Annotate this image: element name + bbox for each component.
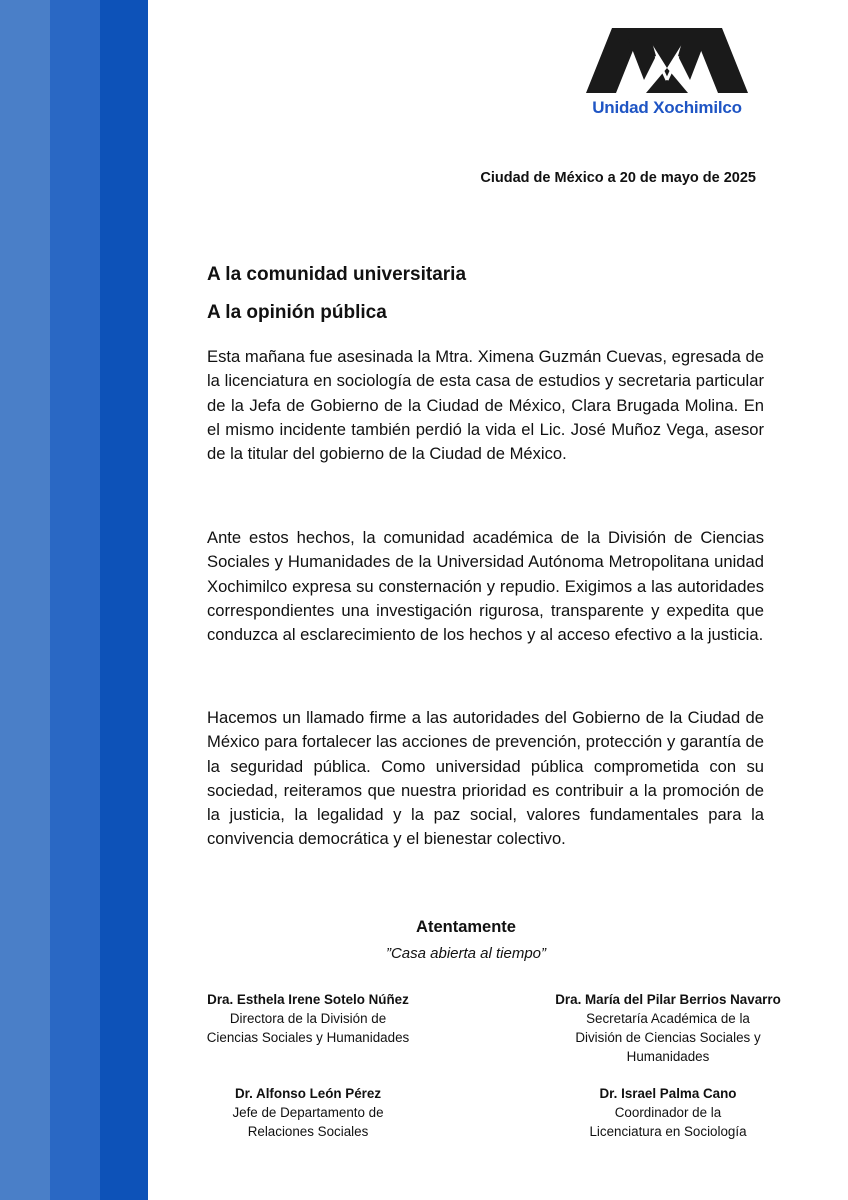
stripe-light — [0, 0, 50, 1200]
signatory-block — [523, 1084, 813, 1141]
signatory-name: Dr. Alfonso León Pérez — [234, 1086, 382, 1101]
signatory-title-line: Relaciones Sociales — [247, 1124, 369, 1139]
body-paragraph: Esta mañana fue asesinada la Mtra. Ximena Guzmán Cuevas, egresada de la licenciatura en sociología de esta casa de estudios y secretaria particular de la Jefa de Gobierno de la Ciudad de México, Clara Brugada Molina. En el mismo incidente también perdió la vida el Lic. José Muñoz Vega, asesor de la titular del gobierno de la Ciudad de México. — [207, 347, 764, 464]
signatory-title-line: Directora de la División de — [229, 1011, 387, 1026]
signatory-title-line: Humanidades — [626, 1049, 710, 1064]
signatory-block — [168, 990, 448, 1047]
decorative-side-stripes — [0, 0, 148, 1200]
closing-salutation: Atentamente — [416, 918, 516, 936]
body-paragraph: Hacemos un llamado firme a las autoridades del Gobierno de la Ciudad de México para fortalecer las acciones de prevención, protección y garantía de la seguridad pública. Como universidad pública comprometida con su sociedad, reiteramos que nuestra prioridad es contribuir a la promoción de la justicia, la legalidad y la paz social, valores fundamentales para la convivencia democrática y el bienestar colectivo. — [207, 708, 764, 849]
signatory-title-line: Secretaría Académica de la — [586, 1011, 750, 1026]
signatory-block — [168, 1084, 448, 1141]
salutation-community: A la comunidad universitaria — [207, 264, 467, 285]
signatory-block — [523, 990, 813, 1066]
stripe-medium — [50, 0, 100, 1200]
stripe-dark — [100, 0, 148, 1200]
signatory-title-line: División de Ciencias Sociales y — [575, 1030, 761, 1045]
signatory-name: Dra. Esthela Irene Sotelo Núñez — [207, 992, 409, 1007]
signatory-title-line: Licenciatura en Sociología — [589, 1124, 747, 1139]
uam-logo — [586, 28, 748, 124]
signatory-title-line: Ciencias Sociales y Humanidades — [206, 1030, 410, 1045]
salutation-public: A la opinión pública — [207, 302, 387, 323]
body-paragraph: Ante estos hechos, la comunidad académica de la División de Ciencias Sociales y Humanidades de la Universidad Autónoma Metropolitana unidad Xochimilco expresa su consternación y repudio. Exigimos a las autoridades correspondientes una investigación rigurosa, transparente y expedita que conduzca al esclarecimiento de los hechos y al acceso efectivo a la justicia. — [207, 528, 764, 645]
document-date: Ciudad de México a 20 de mayo de 2025 — [480, 170, 756, 186]
signatory-title-line: Coordinador de la — [614, 1105, 722, 1120]
signatory-title-line: Jefe de Departamento de — [232, 1105, 384, 1120]
signatory-name: Dr. Israel Palma Cano — [599, 1086, 737, 1101]
uam-logo-icon — [586, 28, 748, 98]
logo-text: Unidad Xochimilco — [592, 98, 742, 117]
signatory-name: Dra. María del Pilar Berrios Navarro — [555, 992, 781, 1007]
university-motto: ”Casa abierta al tiempo” — [385, 945, 547, 962]
